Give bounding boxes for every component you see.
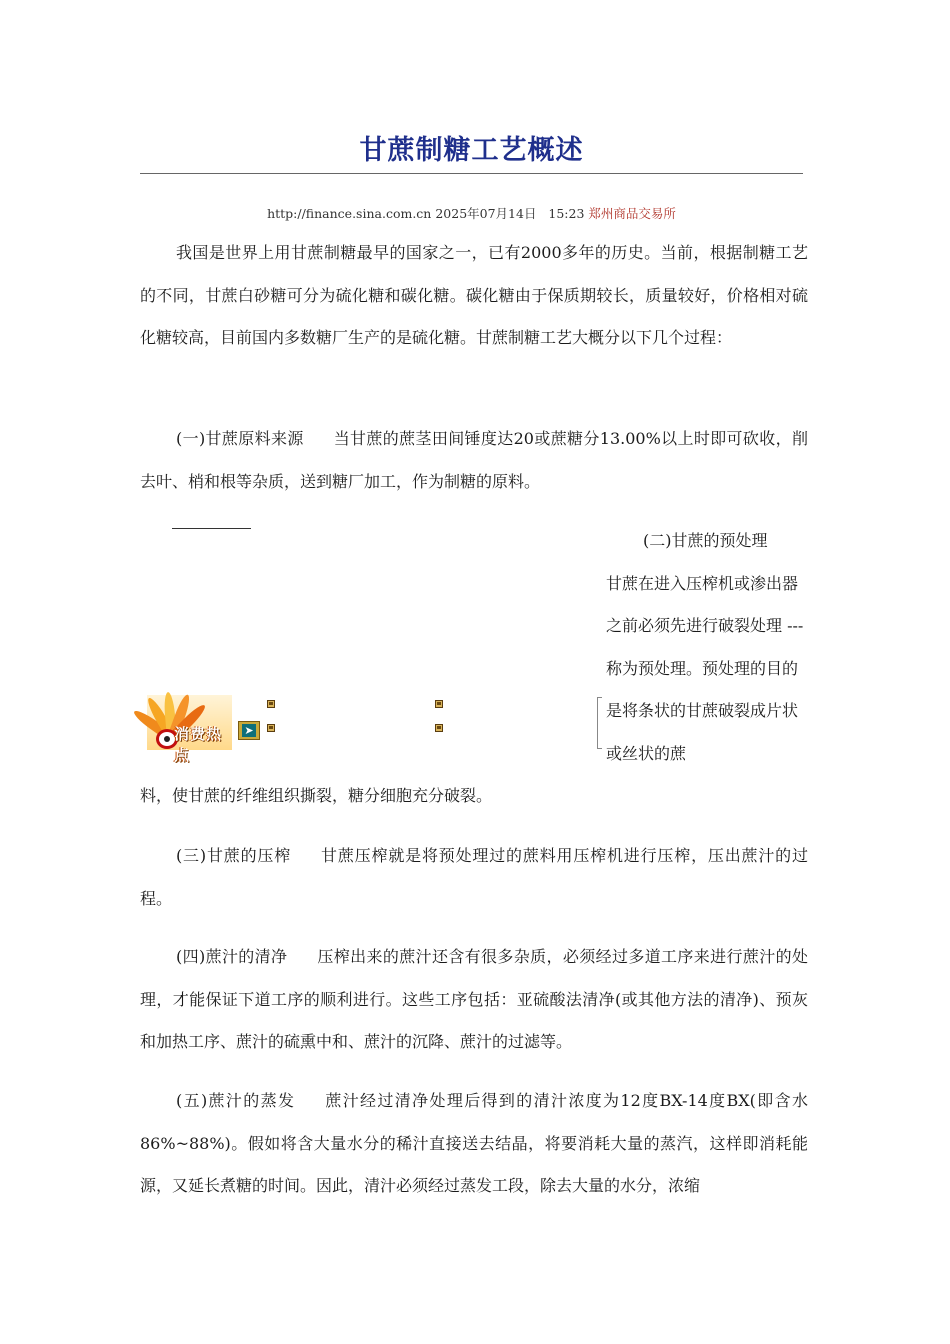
meta-source[interactable]: 郑州商品交易所 (588, 206, 676, 221)
arrow-right-icon[interactable] (238, 721, 260, 740)
section-4-paragraph (140, 936, 808, 1064)
section-2-heading: (二)甘蔗的预处理 (643, 531, 768, 550)
meta-url: http://finance.sina.com.cn (267, 206, 432, 221)
section-3-paragraph (140, 835, 808, 920)
section-2-continuation: 料，使甘蔗的纤维组织撕裂，糖分细胞充分破裂。 (140, 786, 493, 805)
logo-text: 消费热点 (174, 725, 223, 764)
section-5-paragraph (140, 1080, 808, 1208)
broken-image-icon (435, 724, 443, 732)
broken-image-icon (435, 700, 443, 708)
section-1-paragraph (140, 418, 808, 503)
section-5-body: 蔗汁经过清净处理后得到的清汁浓度为12度BX-14度BX(即含水86%~88%)。假如将含大量水分的稀汁直接送去结晶，将要消耗大量的蒸汽，这样即消耗能源，又延长煮糖的时间。因此，清汁必须经过蒸发工段，除去大量的水分，浓缩 (140, 1091, 808, 1195)
section-3-heading: (三)甘蔗的压榨 (176, 846, 292, 865)
meta-time: 15:23 (548, 206, 585, 221)
section-3-body: 甘蔗压榨就是将预处理过的蔗料用压榨机进行压榨，压出蔗汁的过程。 (140, 846, 808, 908)
meta-date: 2025年07月14日 (435, 206, 537, 221)
section-4-body: 压榨出来的蔗汁还含有很多杂质，必须经过多道工序来进行蔗汁的处理，才能保证下道工序的顺利进行。这些工序包括：亚硫酸法清净(或其他方法的清净)、预灰和加热工序、蔗汁的硫熏中和、蔗汁的沉降、蔗汁的过滤等。 (140, 947, 808, 1051)
section-2-column (606, 520, 810, 775)
widget-bracket (597, 697, 602, 749)
sina-hot-logo[interactable] (147, 695, 232, 764)
article-title: 甘蔗制糖工艺概述 (359, 135, 584, 166)
section-2-body: 甘蔗在进入压榨机或渗出器之前必须先进行破裂处理 --- 称为预处理。预处理的目的是将条状的甘蔗破裂成片状或丝状的蔗 (606, 573, 804, 763)
section-1-body: 当甘蔗的蔗茎田间锤度达20或蔗糖分13.00%以上时即可砍收，削去叶、梢和根等杂质，送到糖厂加工，作为制糖的原料。 (140, 429, 808, 491)
intro-paragraph: 我国是世界上用甘蔗制糖最早的国家之一，已有2000多年的历史。当前，根据制糖工艺的不同，甘蔗白砂糖可分为硫化糖和碳化糖。碳化糖由于保质期较长，质量较好，价格相对硫化糖较高，目前国内多数糖厂生产的是硫化糖。甘蔗制糖工艺大概分以下几个过程： (140, 243, 808, 347)
broken-image-icon (267, 700, 275, 708)
arrow-glyph: ➤ (242, 724, 256, 737)
section-1-heading: (一)甘蔗原料来源 (176, 429, 304, 448)
section-4-heading: (四)蔗汁的清净 (176, 947, 288, 966)
broken-image-icon (267, 724, 275, 732)
section-5-heading: (五)蔗汁的蒸发 (176, 1091, 296, 1110)
short-divider (172, 528, 251, 529)
title-divider (140, 173, 803, 174)
article-meta (140, 204, 803, 222)
